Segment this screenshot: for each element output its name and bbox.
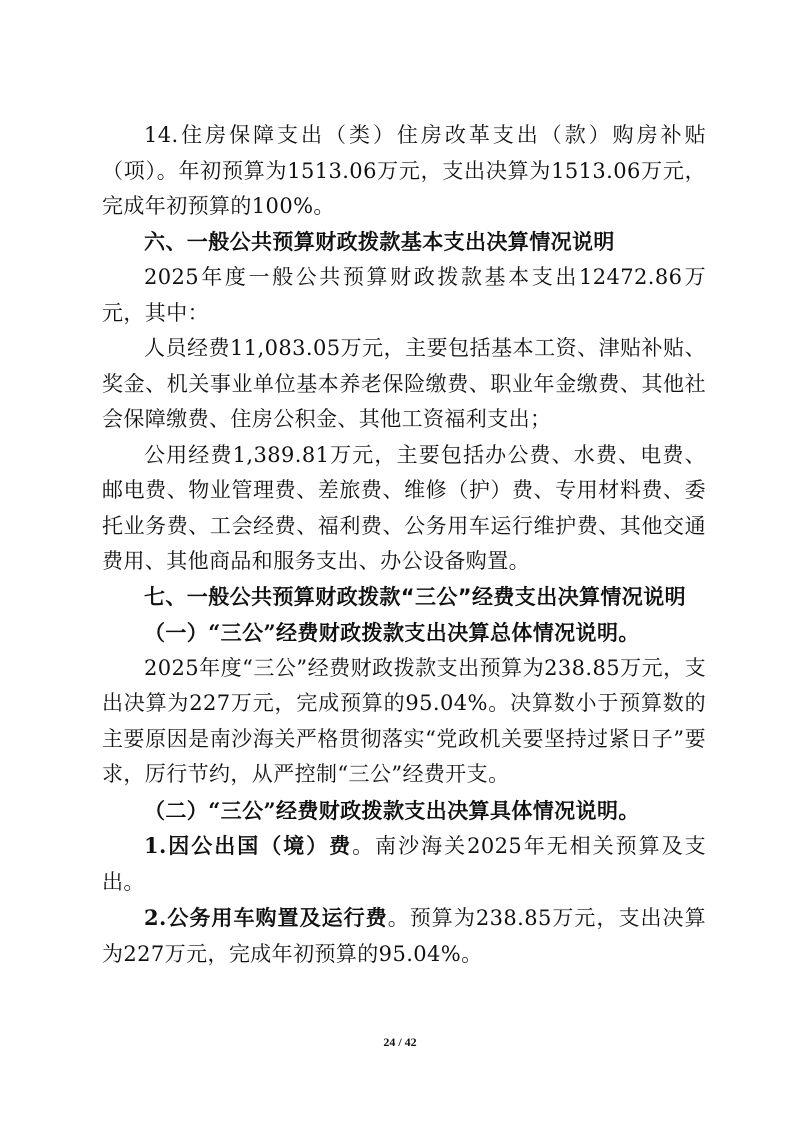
paragraph-overall-three-public: 2025年度“三公”经费财政拨款支出预算为238.85万元，支出决算为227万元，完成预算的95.04%。决算数小于预算数的主要原因是南沙海关严格贯彻落实“党政机关要坚持过紧日子”要求，厉行节约，从严控制“三公”经费开支。 [102,655,706,786]
paragraph-official-vehicles [102,900,706,972]
paragraph-housing-subsidy: 14.住房保障支出（类）住房改革支出（款）购房补贴（项）。年初预算为1513.06万元，支出决算为1513.06万元，完成年初预算的100%。 [102,123,706,218]
item-lead-vehicles: 2.公务用车购置及运行费 [144,905,388,930]
item-text-overseas: 。南沙海关2025年无相关预算及支出。 [102,834,706,894]
subheading-overall: （一）“三公”经费财政拨款支出决算总体情况说明。 [144,620,640,645]
subheading-specific: （二）“三公”经费财政拨款支出决算具体情况说明。 [144,797,640,823]
page-number: 24 / 42 [383,1035,417,1049]
section-heading-three-public: 七、一般公共预算财政拨款“三公”经费支出决算情况说明 [144,584,687,609]
section-heading-basic-expenditure: 六、一般公共预算财政拨款基本支出决算情况说明 [144,229,615,254]
paragraph-basic-expenditure-total: 2025年度一般公共预算财政拨款基本支出12472.86万元，其中： [102,265,706,325]
item-lead-overseas: 1.因公出国（境）费 [144,833,353,858]
paragraph-personnel-expenses: 人员经费11,083.05万元，主要包括基本工资、津贴补贴、奖金、机关事业单位基本养老保险缴费、职业年金缴费、其他社会保障缴费、住房公积金、其他工资福利支出； [102,336,706,431]
paragraph-public-expenses: 公用经费1,389.81万元，主要包括办公费、水费、电费、邮电费、物业管理费、差旅费、维修（护）费、专用材料费、委托业务费、工会经费、福利费、公务用车运行维护费、其他交通费用、其他商品和服务支出、办公设备购置。 [102,442,706,573]
document-body [102,118,706,972]
item-text-vehicles: 。预算为238.85万元，支出决算为227万元，完成年初预算的95.04%。 [102,906,706,966]
paragraph-overseas-trips [102,828,706,900]
